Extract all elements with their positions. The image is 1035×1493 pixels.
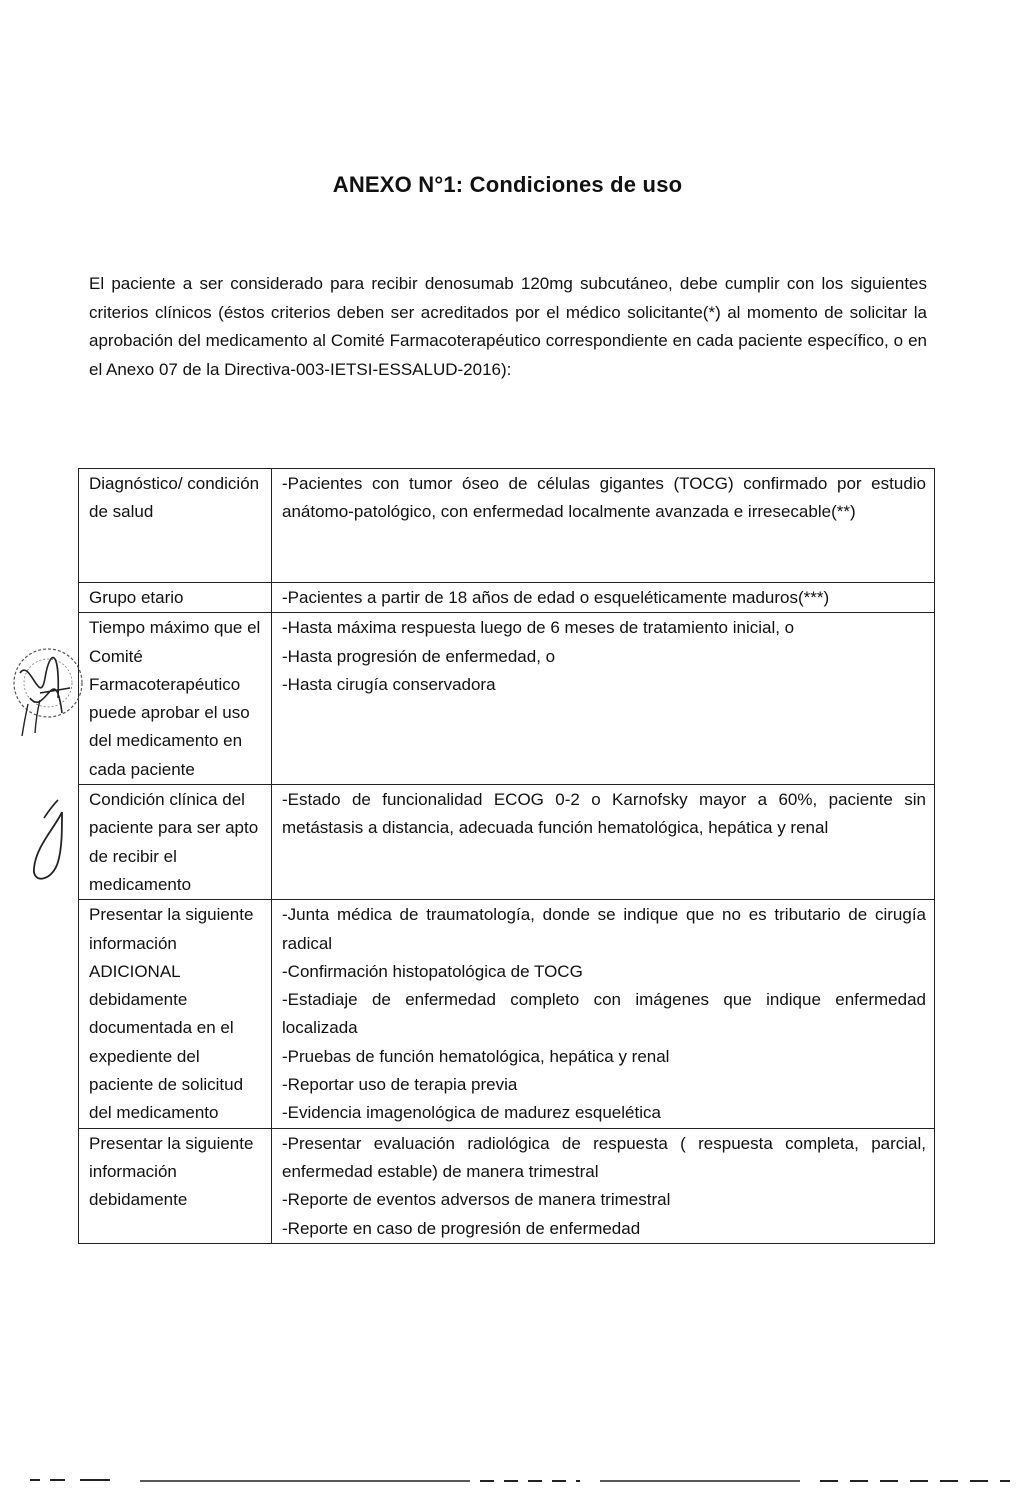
row-label: Tiempo máximo que el Comité Farmacoterapéutico puede aprobar el uso del medicamento en cada paciente — [79, 613, 272, 785]
content-line: -Evidencia imagenológica de madurez esquelética — [282, 1103, 661, 1123]
row-label: Presentar la siguiente información ADICIONAL debidamente documentada en el expediente del paciente de solicitud del medicamento — [79, 900, 272, 1128]
table-row — [79, 1128, 935, 1243]
content-line: -Hasta máxima respuesta luego de 6 meses de tratamiento inicial, o — [282, 618, 795, 638]
row-label: Presentar la siguiente información debidamente — [79, 1128, 272, 1243]
table-row — [79, 785, 935, 900]
table-row — [79, 583, 935, 613]
content-line: -Reportar uso de terapia previa — [282, 1075, 518, 1095]
table-row — [79, 900, 935, 1128]
content-line: -Reporte de eventos adversos de manera trimestral — [282, 1190, 671, 1210]
content-line: -Hasta progresión de enfermedad, o — [282, 646, 556, 666]
seal-stamp-icon — [0, 638, 95, 748]
row-content — [272, 1128, 935, 1243]
content-line: -Reporte en caso de progresión de enfermedad — [282, 1218, 641, 1238]
content-line: -Junta médica de traumatología, donde se indique que no es tributario de cirugía radical — [282, 905, 926, 953]
row-content — [272, 785, 935, 900]
criteria-table — [78, 468, 935, 1244]
content-line: -Presentar evaluación radiológica de respuesta ( respuesta completa, parcial, enfermedad estable) de manera trimestral — [282, 1133, 926, 1181]
intro-paragraph: El paciente a ser considerado para recibir denosumab 120mg subcutáneo, debe cumplir con los siguientes criterios clínicos (éstos criterios deben ser acreditados por el médico solicitante(*) al momento de solicitar la aprobación del medicamento al Comité Farmacoterapéutico correspondiente en cada paciente específico, o en el Anexo 07 de la Directiva-003-IETSI-ESSALUD-2016): — [89, 274, 927, 379]
page-title: ANEXO N°1: Condiciones de uso — [332, 172, 683, 197]
content-line: -Pacientes con tumor óseo de células gigantes (TOCG) confirmado por estudio anátomo-patológico, con enfermedad localmente avanzada e irresecable(**) — [282, 474, 926, 522]
row-label: Condición clínica del paciente para ser apto de recibir el medicamento — [79, 785, 272, 900]
footer-rule-icon — [20, 1472, 1020, 1486]
row-label: Grupo etario — [79, 583, 272, 613]
row-label: Diagnóstico/ condición de salud — [79, 469, 272, 583]
content-line: -Pruebas de función hematológica, hepática y renal — [282, 1046, 670, 1066]
row-content — [272, 469, 935, 583]
row-content — [272, 900, 935, 1128]
row-content — [272, 613, 935, 785]
row-content — [272, 583, 935, 613]
table-row — [79, 613, 935, 785]
content-line: -Confirmación histopatológica de TOCG — [282, 961, 583, 981]
content-line: -Estado de funcionalidad ECOG 0-2 o Karnofsky mayor a 60%, paciente sin metástasis a distancia, adecuada función hematológica, hepática y renal — [282, 790, 926, 838]
content-line: -Pacientes a partir de 18 años de edad o esqueléticamente maduros(***) — [282, 588, 830, 607]
content-line: -Hasta cirugía conservadora — [282, 674, 496, 694]
content-line: -Estadiaje de enfermedad completo con imágenes que indique enfermedad localizada — [282, 990, 926, 1038]
table-row — [79, 469, 935, 583]
handwritten-mark-icon — [22, 792, 82, 892]
